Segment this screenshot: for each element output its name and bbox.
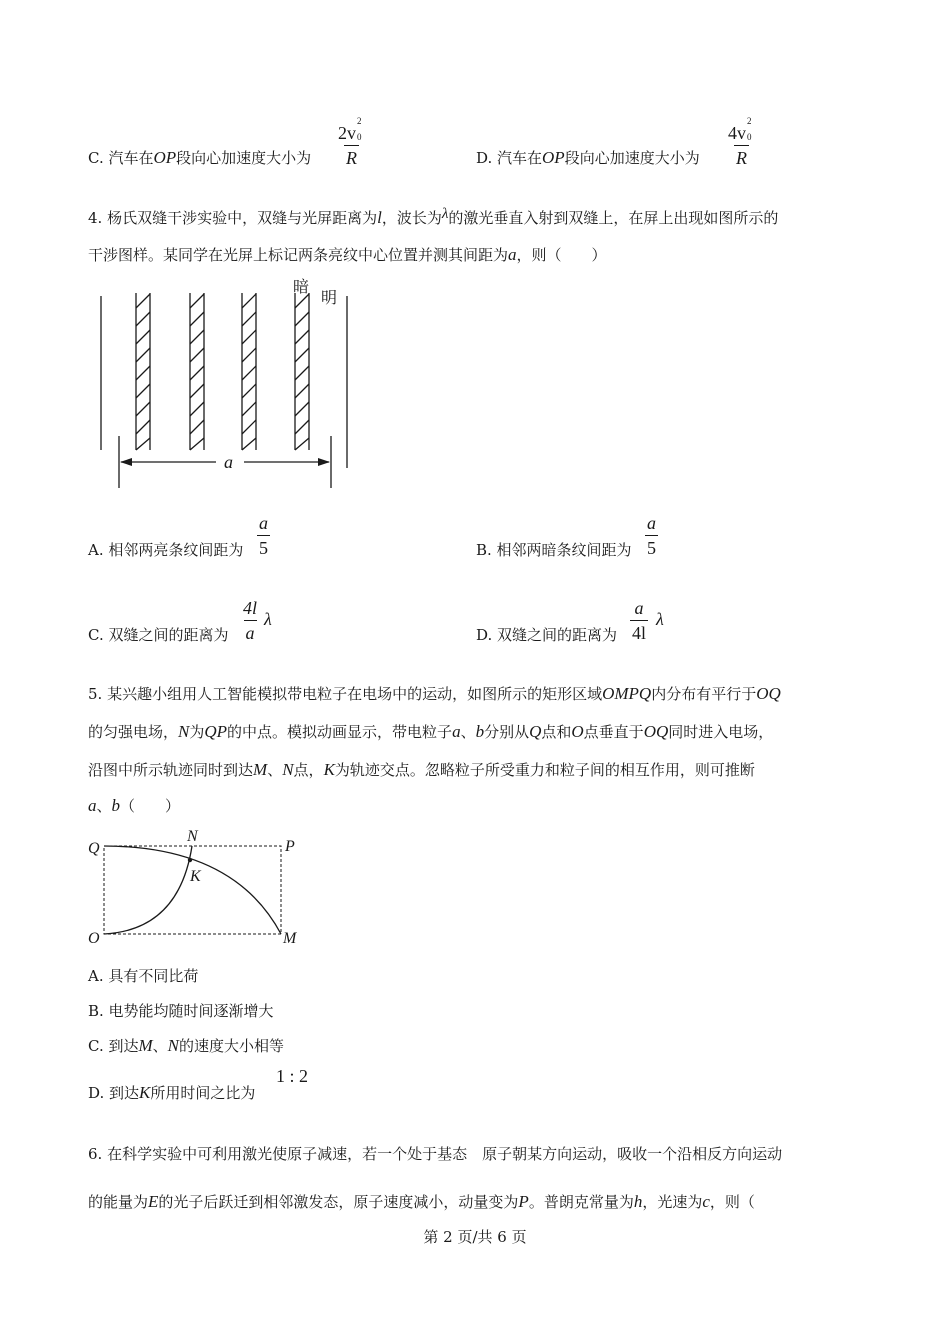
q5-l3-d: 为轨迹交点。忽略粒子所受重力和粒子间的相互作用，则可推断 bbox=[334, 761, 755, 779]
q4-fig-arrowhead-right bbox=[318, 458, 330, 466]
q4-l1-lambda: λ bbox=[441, 206, 449, 222]
q5-l2-pb: b bbox=[475, 722, 485, 741]
q5-l1-v1: OMPQ bbox=[602, 684, 652, 703]
q6-l2-d: ，光速为 bbox=[642, 1193, 703, 1211]
q5-c-sep: 、 bbox=[152, 1037, 168, 1055]
q4-d-numerator: a bbox=[634, 598, 644, 618]
q6-l2-c: 。普朗克常量为 bbox=[528, 1193, 634, 1211]
q4-c-denominator: a bbox=[245, 623, 255, 643]
q4-c-lambda: λ bbox=[264, 609, 272, 629]
q4-stem-line1 bbox=[88, 207, 778, 228]
q5-l2-f: 点和 bbox=[541, 723, 572, 741]
q4-fig-dark-fringe-2 bbox=[190, 293, 204, 450]
q4-l2-var: a bbox=[508, 245, 517, 264]
q6-l2-p: P bbox=[518, 1192, 529, 1211]
q4-b-numerator: a bbox=[647, 513, 656, 533]
q3-d-denominator: R bbox=[736, 148, 747, 168]
q3-d-sup: 2 bbox=[747, 116, 752, 126]
q3-c-suffix: 段向心加速度大小为 bbox=[176, 149, 312, 167]
q5-l2-oq: OQ bbox=[643, 722, 669, 741]
q4-c-fraction bbox=[241, 599, 259, 642]
q4-d-lambda: λ bbox=[656, 609, 664, 629]
q4-option-b: B. 相邻两暗条纹间距为 bbox=[476, 541, 632, 559]
q3-d-sub: 0 bbox=[747, 132, 752, 142]
q4-fig-arrowhead-left bbox=[120, 458, 132, 466]
q4-l2-a: 干涉图样。某同学在光屏上标记两条亮纹中心位置并测其间距为 bbox=[88, 246, 509, 264]
q4-d-fraction bbox=[630, 599, 648, 642]
q4-fig-dark-fringe-4 bbox=[295, 293, 309, 450]
q5-fig-label-q: Q bbox=[88, 840, 100, 857]
q5-c-a: C. 到达 bbox=[88, 1037, 139, 1055]
q5-l3-k: K bbox=[323, 760, 335, 779]
q3-option-c bbox=[88, 147, 311, 168]
q5-d-a: D. 到达 bbox=[88, 1084, 140, 1102]
q5-c-b: 的速度大小相等 bbox=[179, 1037, 285, 1055]
q5-l2-b: 为 bbox=[189, 723, 205, 741]
q6-l2-e2: ，则（ bbox=[709, 1193, 755, 1211]
q5-l1-a: 5. 某兴趣小组用人工智能模拟带电粒子在电场中的运动，如图所示的矩形区域 bbox=[88, 685, 603, 703]
q5-option-d bbox=[88, 1082, 255, 1103]
q5-l2-e: 分别从 bbox=[484, 723, 530, 741]
q5-stem-line2 bbox=[88, 721, 773, 742]
q4-l1-l: l bbox=[377, 208, 382, 227]
q4-a-denominator: 5 bbox=[259, 538, 268, 558]
q3-c-denominator: R bbox=[346, 148, 357, 168]
q5-l3-m: M bbox=[253, 760, 268, 779]
q5-l1-v2: OQ bbox=[756, 684, 781, 703]
q3-c-fraction bbox=[336, 116, 367, 168]
q5-d-k: K bbox=[139, 1083, 151, 1102]
q5-field-figure bbox=[84, 826, 304, 950]
q4-b-denominator: 5 bbox=[647, 538, 656, 558]
q5-stem-line3 bbox=[88, 759, 755, 780]
q3-d-numerator: 4v bbox=[728, 123, 746, 143]
q3-d-var: OP bbox=[542, 148, 565, 167]
q3-c-sup: 2 bbox=[357, 116, 362, 126]
q4-l2-b: ，则（ ） bbox=[516, 246, 607, 264]
q6-l2-h: h bbox=[633, 1192, 643, 1211]
q4-l1-c: 的激光垂直入射到双缝上，在屏上出现如图所示的 bbox=[448, 209, 779, 227]
q5-l2-d: 、 bbox=[460, 723, 476, 741]
q5-stem-line1 bbox=[88, 683, 781, 704]
q5-fig-label-p: P bbox=[285, 838, 295, 855]
q4-fig-dark-label: 暗 bbox=[293, 278, 310, 296]
q6-l2-b: 的光子后跃迁到相邻激发态，原子速度减小，动量变为 bbox=[158, 1193, 519, 1211]
q5-l4-pb: b bbox=[111, 796, 121, 815]
q5-fig-label-n: N bbox=[187, 828, 198, 845]
q5-fig-label-o: O bbox=[88, 930, 100, 947]
q4-option-c: C. 双缝之间的距离为 bbox=[88, 626, 229, 644]
q5-l2-h: 同时进入电场， bbox=[668, 723, 774, 741]
q6-stem-line1: 6. 在科学实验中可利用激光使原子减速，若一个处于基态 原子朝某方向运动，吸收一个沿相反方向运动 bbox=[88, 1145, 783, 1163]
q5-l2-q: Q bbox=[529, 722, 542, 741]
page-footer: 第 2 页/共 6 页 bbox=[423, 1228, 527, 1246]
q3-c-numerator: 2v bbox=[338, 123, 356, 143]
q3-c-sub: 0 bbox=[357, 132, 362, 142]
q3-c-prefix: C. 汽车在 bbox=[88, 149, 154, 167]
q5-stem-line4 bbox=[88, 795, 180, 816]
q4-fig-dark-fringe-1 bbox=[136, 293, 150, 450]
q4-l1-b: ，波长为 bbox=[381, 209, 442, 227]
q5-fig-label-k: K bbox=[190, 868, 201, 885]
q5-l3-b: 、 bbox=[267, 761, 283, 779]
q5-fig-label-m: M bbox=[283, 930, 297, 947]
q6-l2-a: 的能量为 bbox=[88, 1193, 149, 1211]
q5-l2-a: 的匀强电场， bbox=[88, 723, 179, 741]
q5-d-ratio: 1 : 2 bbox=[276, 1066, 309, 1086]
q5-l2-n: N bbox=[178, 722, 190, 741]
q5-l2-pa: a bbox=[452, 722, 461, 741]
q4-option-d: D. 双缝之间的距离为 bbox=[476, 626, 618, 644]
q5-l2-o: O bbox=[571, 722, 584, 741]
q4-l1-a: 4. 杨氏双缝干涉实验中，双缝与光屏距离为 bbox=[88, 209, 378, 227]
q5-option-b: B. 电势能均随时间逐渐增大 bbox=[88, 1002, 274, 1020]
q4-option-a: A. 相邻两亮条纹间距为 bbox=[88, 541, 244, 559]
q5-l2-g: 点垂直于 bbox=[583, 723, 644, 741]
q5-l1-b: 内分布有平行于 bbox=[651, 685, 757, 703]
q4-c-numerator: 4l bbox=[243, 598, 258, 618]
q5-l2-c: 的中点。模拟动画显示，带电粒子 bbox=[227, 723, 453, 741]
q5-l3-c: 点， bbox=[293, 761, 324, 779]
q5-l4-pa: a bbox=[88, 796, 97, 815]
q5-l2-qp: QP bbox=[204, 722, 228, 741]
q4-stem-line2 bbox=[88, 244, 607, 265]
q4-interference-figure bbox=[90, 278, 360, 493]
q3-d-fraction bbox=[726, 116, 757, 168]
q4-fig-a-label: a bbox=[224, 452, 233, 472]
q4-d-denominator: 4l bbox=[632, 623, 647, 643]
q5-c-m: M bbox=[138, 1036, 153, 1055]
q6-stem-line2 bbox=[88, 1191, 755, 1212]
q4-a-numerator: a bbox=[259, 513, 268, 533]
q3-option-d bbox=[476, 147, 700, 168]
q5-l3-n: N bbox=[282, 760, 294, 779]
q6-l2-e: E bbox=[148, 1192, 159, 1211]
q5-option-c bbox=[88, 1035, 284, 1056]
q6-l2-c-var: c bbox=[702, 1192, 710, 1211]
q4-fig-dark-fringe-3 bbox=[242, 293, 256, 450]
q5-l4-sep: 、 bbox=[96, 797, 112, 815]
q5-l4-tail: （ ） bbox=[120, 797, 181, 815]
q3-c-var: OP bbox=[153, 148, 177, 167]
q5-option-a: A. 具有不同比荷 bbox=[88, 967, 199, 985]
q4-fig-bright-label: 明 bbox=[321, 288, 338, 307]
q5-d-b: 所用时间之比为 bbox=[150, 1084, 256, 1102]
q5-l3-a: 沿图中所示轨迹同时到达 bbox=[88, 761, 254, 779]
q3-d-prefix: D. 汽车在 bbox=[476, 149, 543, 167]
q5-fig-point-k bbox=[188, 858, 192, 862]
q4-b-fraction bbox=[645, 514, 658, 557]
q3-d-suffix: 段向心加速度大小为 bbox=[564, 149, 700, 167]
q4-a-fraction bbox=[257, 514, 270, 557]
q5-fig-trajectory-a bbox=[104, 846, 281, 934]
q5-c-n: N bbox=[167, 1036, 180, 1055]
q5-fig-trajectory-b bbox=[104, 846, 192, 934]
